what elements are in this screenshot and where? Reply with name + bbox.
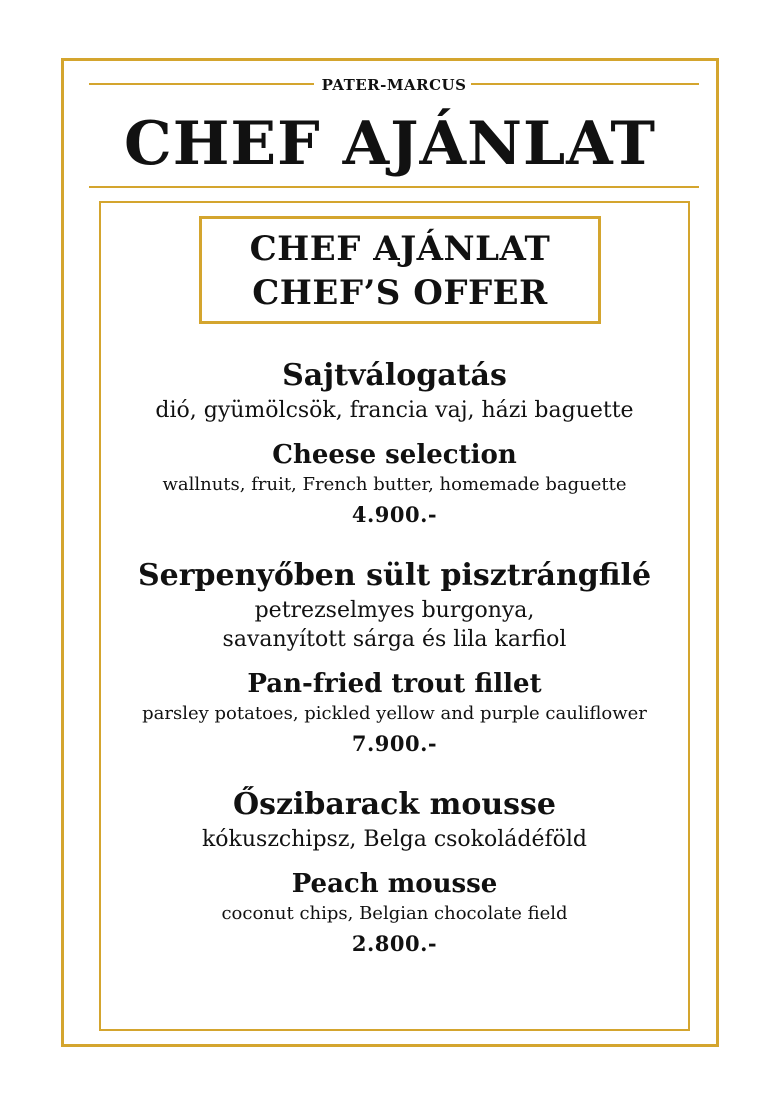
brand-row xyxy=(89,73,699,97)
dish-name-en: Peach mousse xyxy=(291,869,498,899)
menu-list xyxy=(99,356,690,961)
dish-description-en: coconut chips, Belgian chocolate field xyxy=(221,903,568,924)
dish-name-hu: Őszibarack mousse xyxy=(232,787,557,822)
brand-name: PATER-MARCUS xyxy=(321,76,467,94)
dish-name-en: Cheese selection xyxy=(272,440,517,470)
dish-price: 4.900.- xyxy=(351,502,438,527)
title-divider xyxy=(89,186,699,188)
dish-description-en: parsley potatoes, pickled yellow and purple cauliflower xyxy=(142,703,647,724)
dish-description-hu: kókuszchipsz, Belga csokoládéföld xyxy=(201,827,588,852)
dish-description-hu: petrezselmyes burgonya, savanyított sárga és lila karfiol xyxy=(222,598,567,652)
brand-rule-right xyxy=(471,83,699,85)
dish-description-hu: dió, gyümölcsök, francia vaj, házi baguette xyxy=(155,398,634,423)
page-title: CHEF AJÁNLAT xyxy=(123,109,657,179)
menu-item-mousse xyxy=(99,785,690,961)
dish-price: 2.800.- xyxy=(351,931,438,956)
offer-heading-hu: CHEF AJÁNLAT xyxy=(249,229,551,269)
dish-name-hu: Sajtválogatás xyxy=(282,358,507,393)
menu-item-cheese xyxy=(99,356,690,532)
dish-description-en: wallnuts, fruit, French butter, homemade baguette xyxy=(162,474,627,495)
menu-item-trout xyxy=(99,556,690,761)
dish-price: 7.900.- xyxy=(351,731,438,756)
dish-name-hu: Serpenyőben sült pisztrángfilé xyxy=(137,558,652,593)
offer-heading-en: CHEF’S OFFER xyxy=(252,273,548,313)
offer-heading-box xyxy=(199,216,601,324)
dish-name-en: Pan-fried trout fillet xyxy=(247,669,542,699)
